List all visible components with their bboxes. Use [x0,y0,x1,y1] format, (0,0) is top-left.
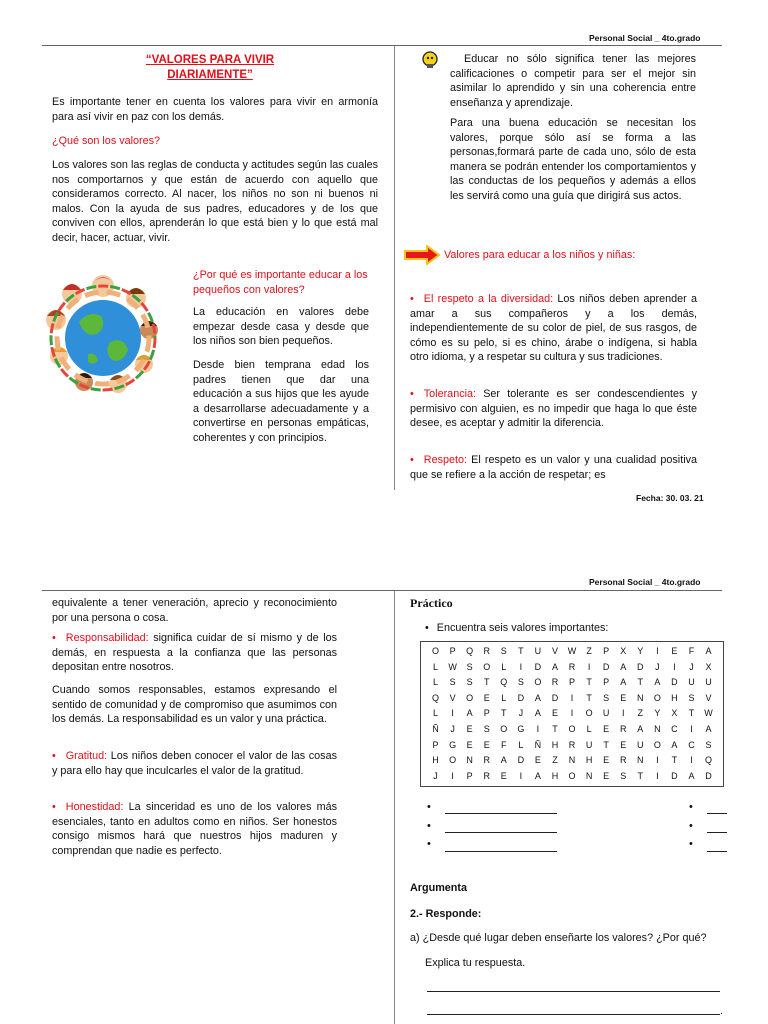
wordsearch-letter[interactable]: T [586,692,592,703]
wordsearch-letter[interactable]: J [433,770,438,781]
answer-line-3[interactable] [445,851,557,852]
question-a: a) ¿Desde qué lugar deben enseñarte los valores? ¿Por qué? [410,932,707,944]
wordsearch-letter[interactable]: H [551,739,559,750]
answer-bullet: • [689,801,693,813]
wordsearch-letter[interactable]: D [551,692,559,703]
wordsearch-letter[interactable]: E [603,723,610,734]
page2-column-divider [394,591,395,1024]
value-item-respect-diversity: • El respeto a la diversidad: Los niños deben aprender a amar a sus compañeros y a los demás, independientemente de su color de piel, de sus rasgos, de cómo es su pelo, si es chino, árabe o indígena, si habla otro idioma, y a respetar su cultura y sus tradiciones. [410,293,698,364]
educate-paragraph: Educar no sólo significa tener las mejores calificaciones o competir para ser el mejor sin asimilar lo aprendido y sin una coherencia entre enseñanza y aprendizaje. [450,53,696,109]
wordsearch-letter[interactable]: I [656,770,659,781]
answer-bullet: • [427,838,431,850]
wordsearch-grid[interactable] [420,641,724,787]
wordsearch-letter[interactable]: W [567,646,577,656]
wordsearch-letter[interactable]: E [551,708,558,719]
wordsearch-letter[interactable]: E [671,646,678,656]
wordsearch-letter[interactable]: R [568,661,576,672]
responde-heading: 2.- Responde: [410,908,482,920]
explain-prompt: Explica tu respuesta. [425,957,526,969]
wordsearch-letter[interactable]: S [500,646,507,656]
wordsearch-letter[interactable]: Q [500,677,508,688]
wordsearch-letter[interactable]: E [483,692,490,703]
wordsearch-letter[interactable]: A [654,677,661,688]
wordsearch-letter[interactable]: S [466,677,473,688]
wordsearch-letter[interactable]: L [501,692,507,703]
response-line-2[interactable] [427,1014,720,1015]
answer-bullet: • [689,838,693,850]
wordsearch-letter[interactable]: P [483,708,490,719]
wordsearch-letter[interactable]: S [483,723,490,734]
intro-paragraph: Es importante tener en cuenta los valores para vivir en armonía para así vivir en paz con los demás. [52,96,378,123]
answer-line-2[interactable] [445,832,557,833]
answer-line-6[interactable] [707,851,727,852]
values-definition-paragraph: Los valores son las reglas de conducta y actitudes según las cuales nos comportarnos y que están de acuerdo con aquello que consideramos correcto. Al nacer, los niños no son ni buenos ni malos. Con la ayuda de sus padres, educadores y de los que conviven con ellos, aprenderán lo que está bien y lo que está mal decir, hacer, actuar, vivir. [52,159,378,244]
wordsearch-letter[interactable]: R [619,755,627,766]
wordsearch-letter[interactable]: W [704,708,713,719]
wordsearch-letter[interactable]: Z [552,755,558,766]
wordsearch-letter[interactable]: T [637,677,644,688]
answer-bullet: • [689,820,693,832]
wordsearch-letter[interactable]: V [449,692,456,703]
value-item-respect: • Respeto: El respeto es un valor y una cualidad positiva que se refiere a la acción de respetar; es [410,454,697,481]
wordsearch-letter[interactable]: A [534,708,541,719]
wordsearch-letter[interactable]: R [483,646,490,656]
wordsearch-letter[interactable]: N [654,723,661,734]
wordsearch-letter[interactable]: T [603,739,609,750]
wordsearch-letter[interactable]: Z [637,708,644,719]
wordsearch-letter[interactable]: O [483,661,491,672]
wordsearch-letter[interactable]: Q [705,755,713,766]
wordsearch-row [427,644,717,660]
arrow-icon [403,245,441,265]
wordsearch-letter[interactable]: E [620,739,627,750]
argumenta-heading: Argumenta [410,882,467,894]
wordsearch-letter[interactable]: I [673,661,676,672]
wordsearch-letter[interactable]: C [671,723,678,734]
wordsearch-letter[interactable]: H [432,755,439,766]
wordsearch-letter[interactable]: O [466,692,474,703]
wordsearch-letter[interactable]: V [705,692,712,703]
wordsearch-row [427,660,717,676]
wordsearch-letter[interactable]: U [688,677,695,688]
answer-bullet: • [427,801,431,813]
wordsearch-letter[interactable]: N [466,755,473,766]
wordsearch-letter[interactable]: O [653,692,661,703]
value-item-honesty: • Honestidad: La sinceridad es uno de los valores más esenciales, tanto en adultos como en niños. Ser honestos consigo mismos hará que nuestros hijos maduren y comprendan que nadie es perfecto. [52,801,337,857]
wordsearch-letter[interactable]: L [518,739,524,750]
wordsearch-letter[interactable]: E [603,770,610,781]
wordsearch-letter[interactable]: T [586,677,592,688]
wordsearch-letter[interactable]: A [705,723,712,734]
page2-header-rule [42,590,722,591]
wordsearch-letter[interactable]: O [449,755,457,766]
response-period: . [720,1005,723,1017]
wordsearch-letter[interactable]: L [586,723,592,734]
wordsearch-letter[interactable]: I [656,755,659,766]
wordsearch-letter[interactable]: T [637,770,644,781]
wordsearch-letter[interactable]: H [551,770,559,781]
wordsearch-row [427,769,717,785]
wordsearch-letter[interactable]: F [688,646,695,656]
wordsearch-letter[interactable]: I [690,723,693,734]
wordsearch-letter[interactable]: R [568,739,576,750]
value-label: Respeto: [423,454,467,466]
lightbulb-icon [420,50,440,70]
wordsearch-letter[interactable]: S [449,677,456,688]
wordsearch-letter[interactable]: U [534,646,542,656]
wordsearch-letter[interactable]: I [690,755,693,766]
wordsearch-letter[interactable]: I [451,708,454,719]
wordsearch-letter[interactable]: T [688,708,695,719]
wordsearch-row [427,706,717,722]
wordsearch-letter[interactable]: E [534,755,541,766]
wordsearch-letter[interactable]: R [483,770,490,781]
wordsearch-letter[interactable]: E [466,723,473,734]
wordsearch-letter[interactable]: J [689,661,694,672]
wordsearch-letter[interactable]: S [466,661,473,672]
answer-line-1[interactable] [445,813,557,814]
wordsearch-row [427,738,717,754]
page1-header: Personal Social _ 4to.grado [589,33,701,43]
wordsearch-letter[interactable]: D [534,661,542,672]
wordsearch-letter[interactable]: D [671,677,678,688]
value-item-responsibility: • Responsabilidad: significa cuidar de sí mismo y de los demás, en respuesta a la confianza que las personas depositan entre nosotros. [52,632,337,674]
wordsearch-letter[interactable]: H [585,755,593,766]
wordsearch-row [427,753,717,769]
wordsearch-letter[interactable]: I [536,723,540,734]
wordsearch-letter[interactable]: Z [586,646,592,656]
wordsearch-letter[interactable]: P [432,739,439,750]
good-education-paragraph: Para una buena educación se necesitan los valores, porque sólo así se forma a las personas,formará parte de cada uno, sólo de esta manera se podrán entender los comportamientos y las conductas de los pequeños y además a ellos les servirá como una guía que dirigirá sus actos. [450,117,696,202]
answer-line-4[interactable] [707,813,727,814]
wordsearch-letter[interactable]: I [656,646,659,656]
wordsearch-letter[interactable]: E [483,739,490,750]
wordsearch-letter[interactable]: L [433,708,439,719]
wordsearch-letter[interactable]: T [501,708,507,719]
answer-line-5[interactable] [707,832,727,833]
response-line-1[interactable] [427,991,720,992]
wordsearch-letter[interactable]: S [705,739,712,750]
wordsearch-letter[interactable]: Y [654,708,661,719]
wordsearch-letter[interactable]: T [518,646,524,656]
wordsearch-row [427,691,717,707]
wordsearch-letter[interactable]: N [637,692,644,703]
wordsearch-letter[interactable]: U [637,739,644,750]
responsibility-paragraph: Cuando somos responsables, estamos expresando el sentido de comunidad y de compromiso que asumimos con los demás. La responsabilidad es un valor y una práctica. [52,684,337,726]
wordsearch-letter[interactable]: A [637,723,644,734]
wordsearch-letter[interactable]: S [603,692,610,703]
question-why-educate: ¿Por qué es importante educar a los pequeños con valores? [193,269,368,296]
wordsearch-letter[interactable]: L [433,677,439,688]
wordsearch-letter[interactable]: P [603,646,610,656]
wordsearch-letter[interactable]: N [637,755,644,766]
wordsearch-letter[interactable]: P [603,677,610,688]
wordsearch-letter[interactable]: E [603,755,610,766]
wordsearch-letter[interactable]: A [705,646,712,656]
wordsearch-instruction: • Encuentra seis valores importantes: [425,622,609,634]
wordsearch-letter[interactable]: I [570,692,574,703]
wordsearch-letter[interactable]: U [585,739,593,750]
wordsearch-letter[interactable]: N [585,770,593,781]
wordsearch-letter[interactable]: R [551,677,559,688]
wordsearch-letter[interactable]: J [655,661,660,672]
wordsearch-letter[interactable]: E [620,692,627,703]
wordsearch-letter[interactable]: Ñ [432,723,439,734]
wordsearch-letter[interactable]: D [517,755,525,766]
wordsearch-letter[interactable]: X [671,708,678,719]
page1-header-rule [42,45,722,46]
wordsearch-letter[interactable]: O [534,677,542,688]
wordsearch-letter[interactable]: F [501,739,507,750]
wordsearch-letter[interactable]: D [671,770,678,781]
wordsearch-letter[interactable]: J [450,723,455,734]
values-heading: Valores para educar a los niños y niñas: [444,249,636,261]
wordsearch-letter[interactable]: T [483,677,490,688]
wordsearch-letter[interactable]: W [448,661,457,672]
wordsearch-letter[interactable]: A [534,692,541,703]
wordsearch-letter[interactable]: C [688,739,695,750]
page2-header: Personal Social _ 4to.grado [589,577,701,587]
wordsearch-letter[interactable]: O [653,739,661,750]
wordsearch-letter[interactable]: O [568,770,576,781]
wordsearch-letter[interactable]: I [587,661,591,672]
wordsearch-letter[interactable]: T [552,723,558,734]
wordsearch-letter[interactable]: S [688,692,695,703]
value-label: El respeto a la diversidad: [423,293,554,305]
wordsearch-letter[interactable]: U [705,677,712,688]
wordsearch-letter[interactable]: X [705,661,712,672]
date-label: Fecha: 30. 03. 21 [636,493,704,503]
wordsearch-row [427,722,717,738]
wordsearch-letter[interactable]: I [519,770,523,781]
wordsearch-letter[interactable]: D [637,661,644,672]
wordsearch-letter[interactable]: H [671,692,678,703]
value-label: Responsabilidad: [65,632,149,644]
value-label: Gratitud: [65,750,108,762]
value-label: Tolerancia: [423,388,476,400]
wordsearch-letter[interactable]: P [466,770,473,781]
education-paragraph: La educación en valores debe empezar desde casa y desde que los niños son bien pequeños. [193,306,369,348]
wordsearch-letter[interactable]: X [620,646,627,656]
wordsearch-letter[interactable]: A [620,677,627,688]
wordsearch-letter[interactable]: D [705,770,712,781]
wordsearch-letter[interactable]: E [500,770,507,781]
wordsearch-letter[interactable]: R [619,723,627,734]
value-item-gratitude: • Gratitud: Los niños deben conocer el valor de las cosas y para ello hay que inculcarles el valor de la gratitud. [52,750,337,777]
question-what-are-values: ¿Qué son los valores? [52,135,161,147]
wordsearch-letter[interactable]: I [519,661,523,672]
wordsearch-letter[interactable]: S [517,677,524,688]
wordsearch-letter[interactable]: A [534,770,541,781]
wordsearch-letter[interactable]: Q [466,646,474,656]
wordsearch-letter[interactable]: P [449,646,456,656]
answer-bullet: • [427,820,431,832]
wordsearch-letter[interactable]: O [432,646,440,656]
wordsearch-letter[interactable]: N [568,755,576,766]
wordsearch-letter[interactable]: I [451,770,454,781]
wordsearch-letter[interactable]: O [585,708,593,719]
wordsearch-letter[interactable]: Y [637,646,644,656]
wordsearch-letter[interactable]: R [483,755,490,766]
wordsearch-letter[interactable]: D [517,692,525,703]
wordsearch-letter[interactable]: A [466,708,473,719]
wordsearch-letter[interactable]: L [433,661,439,672]
practice-heading: Práctico [410,596,453,610]
wordsearch-letter[interactable]: V [551,646,558,656]
wordsearch-letter[interactable]: O [568,723,576,734]
wordsearch-letter[interactable]: O [500,723,508,734]
continuation-paragraph: equivalente a tener veneración, aprecio y reconocimiento por una persona o cosa. [52,597,337,624]
value-item-tolerance: • Tolerancia: Ser tolerante es ser condescendientes y permisivo con alguien, es no impedir que haga lo que éste desee, es aceptar y admitir la diferencia. [410,388,697,430]
page1-title: “VALORES PARA VIVIR DIARIAMENTE” [145,54,275,81]
wordsearch-letter[interactable]: Q [432,692,440,703]
wordsearch-letter[interactable]: A [620,661,627,672]
early-age-paragraph: Desde bien temprana edad los padres tienen que dar una educación a sus hijos que les ayude a desarrollarse adecuadamente y a convertirse en personas empáticas, coherentes y con principios. [193,359,369,444]
wordsearch-letter[interactable]: D [602,661,610,672]
wordsearch-letter[interactable]: T [671,755,678,766]
page1-column-divider [394,46,395,490]
wordsearch-letter[interactable]: I [570,708,574,719]
wordsearch-letter[interactable]: I [621,708,625,719]
wordsearch-letter[interactable]: Ñ [534,739,542,750]
wordsearch-letter[interactable]: P [569,677,576,688]
wordsearch-letter[interactable]: G [449,739,457,750]
wordsearch-letter[interactable]: A [551,661,558,672]
wordsearch-letter[interactable]: L [501,661,507,672]
wordsearch-letter[interactable]: U [602,708,610,719]
children-globe-illustration [44,272,162,397]
wordsearch-letter[interactable]: G [517,723,525,734]
wordsearch-letter[interactable]: A [688,770,695,781]
wordsearch-letter[interactable]: J [518,708,524,719]
wordsearch-letter[interactable]: E [466,739,473,750]
wordsearch-letter[interactable]: A [671,739,678,750]
wordsearch-letter[interactable]: S [620,770,627,781]
value-label: Honestidad: [65,801,124,813]
wordsearch-letter[interactable]: A [500,755,507,766]
wordsearch-row [427,675,717,691]
